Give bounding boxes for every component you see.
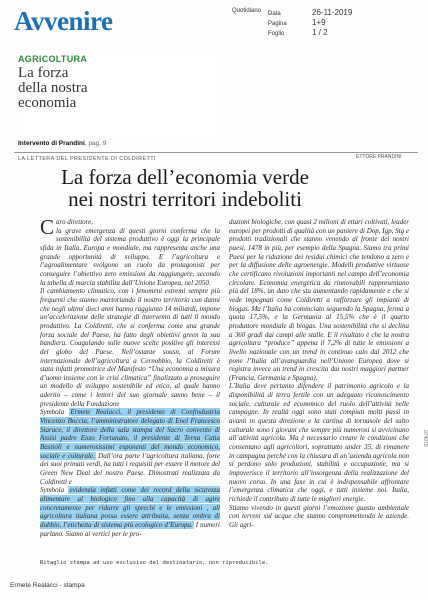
- paragraph: duzioni biologiche, con quasi 2 milioni di ettari coltivati, leader europei per prodotti di qualità con un paniere di Dop, Igp, Stg e prodotti tradizionali che stanno venendo al fronte dei nostri paesi, 1478 in più, per esempio della Spagna. Siamo tra primi Paesi per la riduzione dei residui chimici che tendono a zero e per la diffusione delle agroenergie. Modelli produttive virtuose che certificano rivoluzioni importanti nel campo dell’economia circolare. Economia energetica da rinnovabili rappresentano più del 18%, un dato che sta aumentando rapidamente e che si vede impegnati come Coldiretti a rafforzare gli impianti di biogas. Ma l’Italia ha cominciato seguendo la Spagna, ferma a quota 17,5%, e la Germania al 15,5% che è il quarto produttore mondiale di biogas. Una sostenibilità che si declina a 360 gradi dai campi alle stalle. E il risultato è che la nostra agricoltura “produce” appena il 7,2% di tutte le emissioni a livello nazionale con un trend in continuo calo dal 2012 che pone l’Italia all’avanguardia nell’Unione Europea dove si registra invece un trend in crescita dai nostri maggiori partner (Francia, Germania e Spagna).: [229, 218, 409, 382]
- teaser-title-line: della nostra: [18, 80, 88, 96]
- paragraph: Caro direttore,: [40, 215, 93, 239]
- clipping-caption: Ermete Realacci - stampa: [10, 582, 85, 589]
- paragraph: Symbola evidenzia infatti come dei record della sicurezza alimentare al biologico fino alla capacità di agire concretamente per ridurre gli sprechi e le emissioni , all agricoltura italiana possa essere attribuita, senza ombra di dubbio, l’etichetta di sistema più ecologico d’Europa. I numeri parlano. Siamo ai vertici per le pro-: [40, 486, 220, 538]
- metadata-block: [268, 8, 418, 38]
- section-tag: AGRICOLTURA: [18, 54, 88, 64]
- paragraph: la grave emergenza di questi giorni conferma che la sostenibilità del sistema produttivo è oggi la principale sfida in Italia, Europa e mondiale, ma rappresenta anche una grande opportunità di sviluppo. E l’agricoltura e l’agroalimentare svolgono un ruolo da protagonisti per conseguire l’obiettivo zero emissioni da raggiungere, secondo la tabella di marcia stabilita dall’Unione Europea, nel 2050.: [40, 226, 220, 287]
- meta-label: Foglio: [268, 31, 285, 37]
- teaser-title: [18, 66, 218, 111]
- paragraph: Il cambiamento climatico, con i fenomeni estremi sempre più frequenti che stanno martoriando il nostro territorio con danni che negli ultimi dieci anni hanno raggiunto 14 miliardi, impone un’accelerazione delle strategie di intervento di tutti il mondo produttivo. La Coldiretti, che si conferma come una grande forza sociale del Paese, ha fatto degli obiettivi green la sua bandiera. Coagulando sulle nuove scelte positive gli interessi del globo del Paese. Nell’ostante sousn, al Forum internazionale dell’agricoltura a Cernobbio, la Coldiretti è stata infatti promotrice del Manifesto “Una economia a misura d’uomo insieme con le crisi climatica” finalizzato a proseguire un modello di sviluppo sostenibile ed etico, al quale hanno aderito – come i lettori del suo giornale sanno bene – il presidente della Fondazione: [40, 287, 220, 408]
- article-column-left: [40, 215, 220, 538]
- paragraph: Symbola Ermete Realacci, il presidente di Confindustria Vincenzo Boccia, l’amministratore delegato di Enel Francesco Starace, il direttore della sala stampa del Sacro convento di Assisi padre Enzo Fortunato, il presidente di Terna Catia Bastioli e numerosissimi esponenti del mondo economico, sociale e culturale. Dall’ora parte l’agricoltura italiana, forte dei suoi primati verdi, ha tutti i requisiti per essere il motore del Green New Deal del nostro Paese. Dimostrati realizzata da Coldiretti e: [40, 408, 220, 486]
- teaser-title-line: economia: [18, 95, 77, 111]
- meta-label: Data: [268, 11, 281, 17]
- highlighted-term: evidenzia infatti come dei record della sicurezza alimentare al biologico fino alla capacità di agire concretamente per ridurre gli sprechi e le emissioni , all agricoltura italiana possa essere attribuita, senza ombra di dubbio, l’etichetta di sistema più ecologico d’Europa.: [40, 486, 220, 529]
- article-column-right: [229, 218, 409, 530]
- headline-line: nei nostri territori indeboliti: [68, 187, 302, 211]
- interview-author: Intervento di Prandini: [18, 140, 85, 147]
- meta-row-sheet: [268, 28, 418, 38]
- interview-page: pag. 9: [88, 140, 107, 147]
- teaser-title-line: La forza: [18, 65, 69, 81]
- paragraph: L’Italia deve pertanto difendere il patrimonio agricolo e la disponibilità di terra fertile con un adeguato riconoscimento sociale, culturale ed economico del ruolo dell’attività nelle campagne. In realtà oggi sono stati compiuti molti passi in avanti in questa direzione e la cartina di tornasole del salto culturale sono i giovani che sempre più numerosi si avvicinano all’attività agricola. Ma è necessario creare le condizioni che consentano agli agricoltori, soprattutto under 35, di rimanere in campagna perché con la chiusura di un’azienda agricola non si perdono solo produzioni, stabilità e occupazione, ma si impoverisce il territorio all’insorgenza della realizzazione del nuovo corso. In una fase in cui è indispensabile affrontare l’emergenza climatica che oggi, e tutti insieme noi. Italia, richiede il contributo di tutte le migliori energie.: [229, 382, 409, 503]
- headline-line: La forza dell’economia verde: [61, 165, 309, 189]
- copyright-note: Ritaglio stampa ad uso esclusivo del destinatario, non riproducibile.: [40, 560, 269, 566]
- meta-label: Pagina: [268, 21, 287, 27]
- meta-value: 1 / 2: [312, 28, 328, 37]
- article-headline: [20, 166, 350, 210]
- article-kicker: LA LETTERA DEL PRESIDENTE DI COLDIRETTI: [18, 156, 156, 162]
- paragraph: Stiamo vivendo in questi giorni l’emozione guasto ambientale con terreni sul acque che stanno compromettendo le aziende. Gli agri-: [229, 503, 409, 529]
- meta-row-page: [268, 18, 418, 28]
- interview-reference: Intervento di Prandini, pag. 9: [18, 140, 107, 147]
- drop-cap: C: [40, 215, 55, 239]
- meta-value: 26-11-2019: [312, 8, 353, 17]
- meta-value: 1+9: [312, 18, 326, 27]
- document-code: 074079: [422, 430, 428, 447]
- author-credit: ETTORE PRANDINI: [356, 154, 402, 160]
- masthead-logo: Avvenire: [14, 6, 113, 36]
- quotidiano-label: Quotidiano: [232, 8, 262, 14]
- highlighted-term: Ermete Realacci, il presidente di Confindustria Vincenzo Boccia, l’amministratore delegato di Enel Francesco Starace, il direttore della sala stampa del Sacro convento di Assisi padre Enzo Fortunato, il presidente di Terna Catia Bastioli e numerosissimi esponenti del mondo economico, sociale e culturale.: [40, 408, 220, 460]
- meta-row-date: [268, 8, 418, 18]
- divider: [14, 152, 418, 153]
- front-page-teaser: [18, 54, 218, 138]
